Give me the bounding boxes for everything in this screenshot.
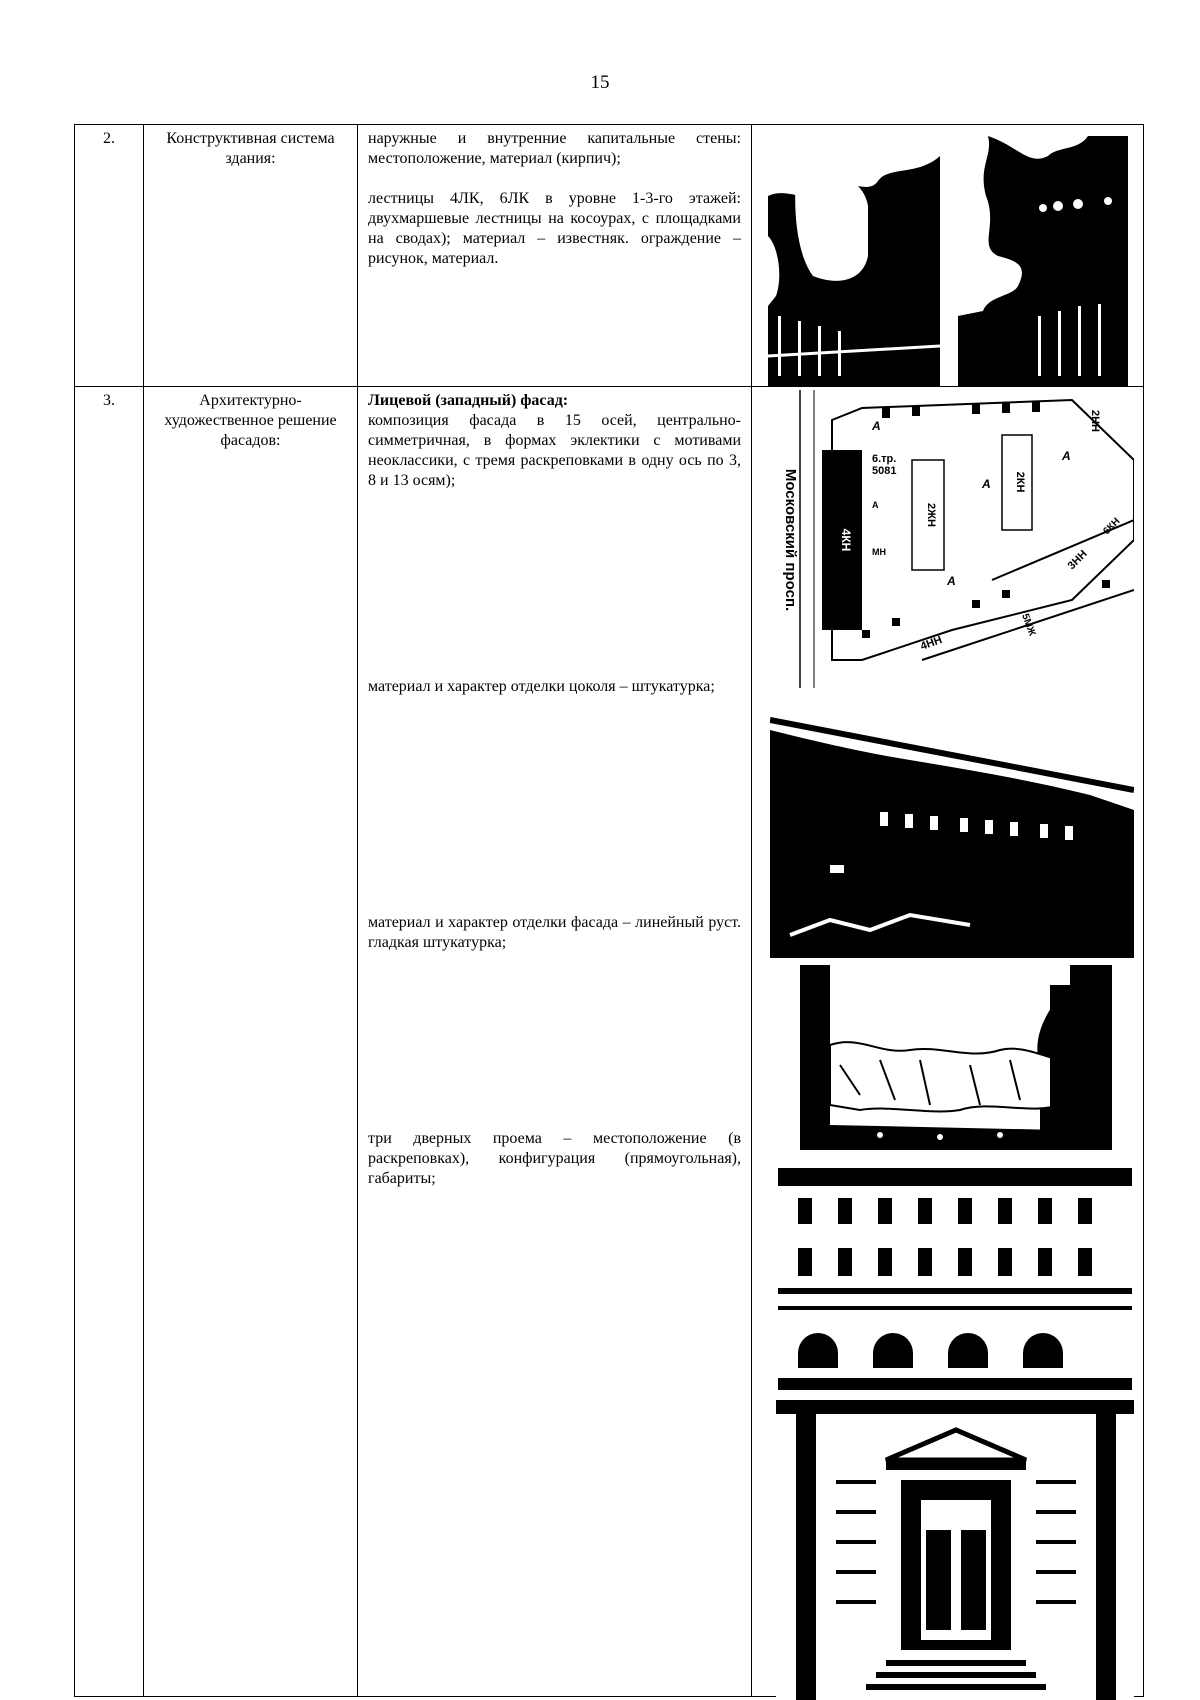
portal-photo: [776, 1400, 1134, 1700]
map-label: А: [1062, 449, 1071, 463]
description-item: наружные и внутренние капитальные стены: местоположение, материал (кирпич);: [368, 130, 741, 167]
facade-rustication-photo: [800, 965, 1112, 1150]
map-label: 6КН: [1101, 515, 1123, 538]
map-label: 3НН: [1065, 548, 1090, 573]
row-name-cell: Архитектурно-художественное решение фасадов:: [144, 387, 358, 1697]
map-label: 2ЖН: [925, 502, 937, 528]
map-label: А: [947, 574, 956, 588]
map-label: 2КН: [1014, 471, 1026, 493]
description-item: материал и характер отделки цоколя – штукатурка;: [368, 678, 715, 695]
description-item: материал и характер отделки фасада – линейный руст. гладкая штукатурка;: [368, 914, 741, 951]
map-label: 5081: [872, 465, 897, 477]
row-number-cell: 3.: [75, 387, 144, 1697]
map-label: 4КН: [839, 528, 853, 552]
plinth-photo: [770, 700, 1134, 958]
map-label: А: [872, 419, 881, 433]
street-label: Московский просп.: [782, 468, 799, 612]
description-item: лестницы 4ЛК, 6ЛК в уровне 1-3-го этажей: двухмаршевые лестницы на косоурах, с площадками на сводах); материал – известняк. ограждение – рисунок, материал.: [368, 190, 741, 267]
staircase-photo-1: [768, 136, 940, 386]
site-map: [772, 390, 1134, 688]
row-number-cell: 2.: [75, 125, 144, 387]
description-item: три дверных проема – местоположение (в раскреповках), конфигурация (прямоугольная), габариты;: [368, 1130, 741, 1187]
map-label: А: [872, 500, 879, 510]
staircase-photo-2: [958, 136, 1128, 386]
map-label: МН: [872, 547, 886, 557]
description-item: композиция фасада в 15 осей, центрально-симметричная, в формах эклектики с мотивами неоклассики, с тремя раскреповками в одну ось по 3, 8 и 13 осям);: [368, 412, 741, 489]
map-label: 2НН: [1089, 410, 1101, 433]
facade-photo: [778, 1168, 1132, 1390]
row-description-cell: [358, 387, 752, 1697]
map-label: А: [982, 477, 991, 491]
row-name-cell: Конструктивная система здания:: [144, 125, 358, 387]
section-heading: Лицевой (западный) фасад:: [368, 392, 569, 409]
row-description-cell: [358, 125, 752, 387]
page-number: 15: [590, 72, 610, 93]
map-label: 5МЖ: [1019, 612, 1038, 638]
map-label: 4НН: [918, 634, 944, 653]
map-label: 6.тр.: [872, 453, 897, 465]
